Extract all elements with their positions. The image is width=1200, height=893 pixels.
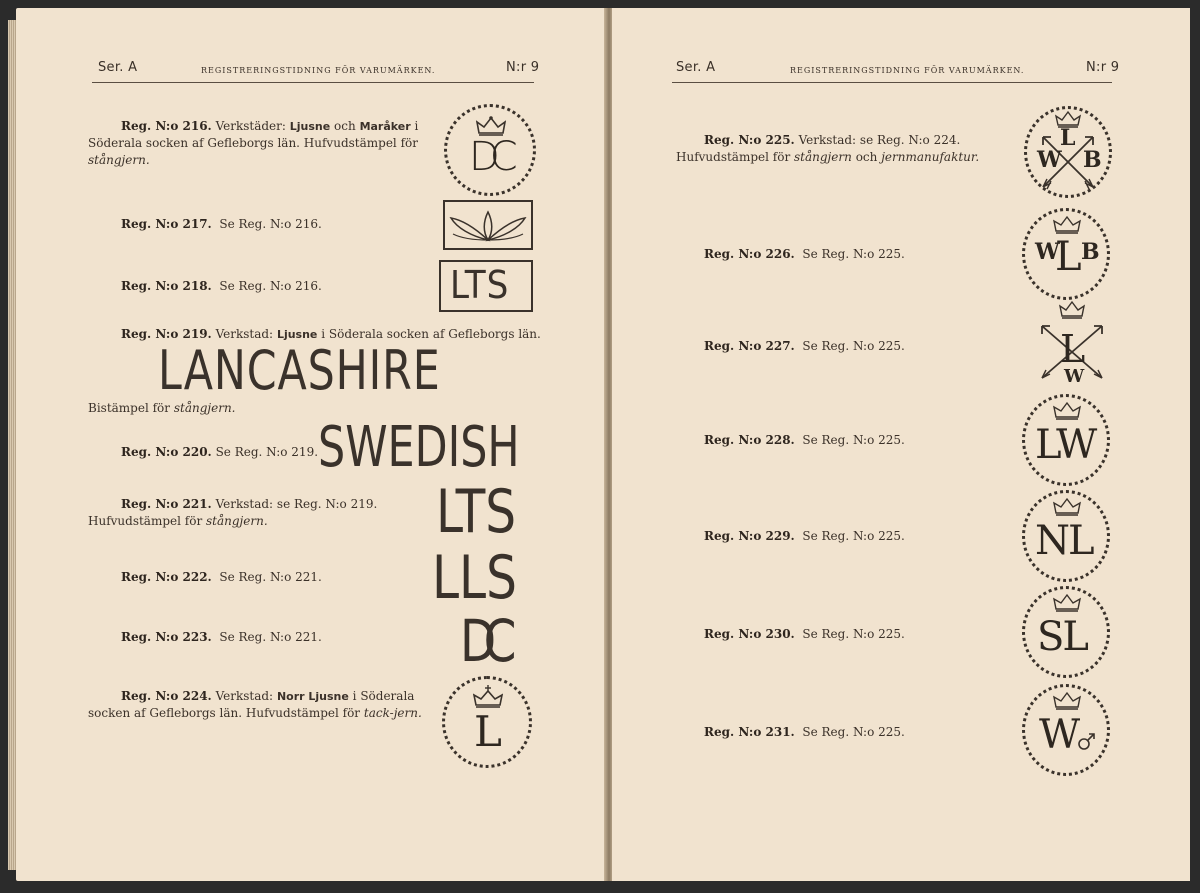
mark-222-lls: LLS: [432, 543, 517, 613]
mark-227-w: W: [1064, 366, 1085, 387]
mark-227: [1032, 300, 1112, 390]
crown-icon: [1053, 215, 1081, 235]
mark-220-swedish: SWEDISH: [318, 415, 520, 480]
mark-226-w: W: [1035, 239, 1060, 265]
mark-229-circle: [1022, 490, 1110, 582]
entry-222: Reg. N:o 222. Se Reg. N:o 221.: [121, 570, 322, 584]
crown-icon: [1053, 497, 1081, 517]
crown-icon: [473, 685, 503, 709]
entry-218: Reg. N:o 218. Se Reg. N:o 216.: [121, 279, 322, 293]
crown-icon: [1053, 401, 1081, 421]
mark-225-b: B: [1083, 147, 1102, 173]
mark-227-l: L: [1060, 327, 1086, 371]
mark-226-b: B: [1081, 239, 1100, 265]
mars-symbol-icon: [1077, 731, 1097, 751]
entry-228: Reg. N:o 228. Se Reg. N:o 225.: [704, 433, 905, 447]
mark-228-lw: LW: [1035, 422, 1096, 468]
mark-221-lts: LTS: [436, 477, 517, 547]
mark-217-lotus: [443, 200, 533, 250]
left-header-rule: [92, 82, 534, 83]
bistampel-219: Bistämpel för stångjern.: [88, 401, 236, 415]
mark-216-dc-circle: [444, 104, 536, 196]
left-header-series: Ser. A: [98, 60, 138, 75]
entry-223: Reg. N:o 223. Se Reg. N:o 221.: [121, 630, 322, 644]
left-header-title: REGISTRERINGSTIDNING FÖR VARUMÄRKEN.: [201, 66, 436, 75]
mark-230-circle: [1022, 586, 1110, 678]
right-header-series: Ser. A: [676, 60, 716, 75]
mark-219-lancashire: LANCASHIRE: [158, 339, 441, 402]
mark-225-circle: [1024, 106, 1112, 198]
right-header-rule: [672, 82, 1112, 83]
entry-226: Reg. N:o 226. Se Reg. N:o 225.: [704, 247, 905, 261]
entry-219: Reg. N:o 219. Verkstad: Ljusne i Söderala socken af Gefleborgs län.: [121, 327, 541, 341]
mark-231-circle: [1022, 684, 1110, 776]
mark-225-l: L: [1060, 125, 1076, 151]
mark-224-l: L: [474, 707, 502, 756]
mark-230-sl: SL: [1037, 614, 1087, 660]
entry-217: Reg. N:o 217. Se Reg. N:o 216.: [121, 217, 322, 231]
entry-225: Reg. N:o 225. Verkstad: se Reg. N:o 224. Hufvudstämpel för stångjern och jernmanufaktur.: [676, 133, 980, 164]
mark-229-nl: NL: [1035, 518, 1093, 564]
entry-229: Reg. N:o 229. Se Reg. N:o 225.: [704, 529, 905, 543]
entry-220: Reg. N:o 220. Se Reg. N:o 219.: [121, 445, 319, 459]
entry-221: Reg. N:o 221. Verkstad: se Reg. N:o 219. Hufvudstämpel för stångjern.: [88, 497, 378, 528]
entry-230: Reg. N:o 230. Se Reg. N:o 225.: [704, 627, 905, 641]
mark-216-dc: DC: [469, 134, 508, 180]
left-page: [16, 8, 606, 881]
mark-225-w: W: [1037, 147, 1062, 173]
left-header-number: N:r 9: [506, 60, 540, 75]
entry-224: Reg. N:o 224. Verkstad: Norr Ljusne i Söderala socken af Gefleborgs län. Hufvudstämpel för tack-jern.: [88, 689, 422, 720]
mark-218-lts-box: LTS: [439, 260, 533, 312]
mark-226-l: L: [1055, 234, 1082, 280]
right-header-number: N:r 9: [1086, 60, 1120, 75]
mark-226-circle: [1022, 208, 1110, 300]
right-header-title: REGISTRERINGSTIDNING FÖR VARUMÄRKEN.: [790, 66, 1025, 75]
lotus-icon: [445, 202, 531, 248]
entry-231: Reg. N:o 231. Se Reg. N:o 225.: [704, 725, 905, 739]
mark-231-w: W: [1039, 712, 1081, 758]
crown-icon: [1053, 691, 1081, 711]
crown-icon: [1053, 593, 1081, 613]
right-page: [612, 8, 1190, 881]
entry-216: Reg. N:o 216. Verkstäder: Ljusne och Maråker i Söderala socken af Gefleborgs län. Hufvudstämpel för stångjern.: [88, 119, 419, 167]
mark-223-dc: DC: [460, 607, 504, 675]
entry-227: Reg. N:o 227. Se Reg. N:o 225.: [704, 339, 905, 353]
mark-228-circle: [1022, 394, 1110, 486]
mark-224-l-circle: [442, 676, 532, 768]
